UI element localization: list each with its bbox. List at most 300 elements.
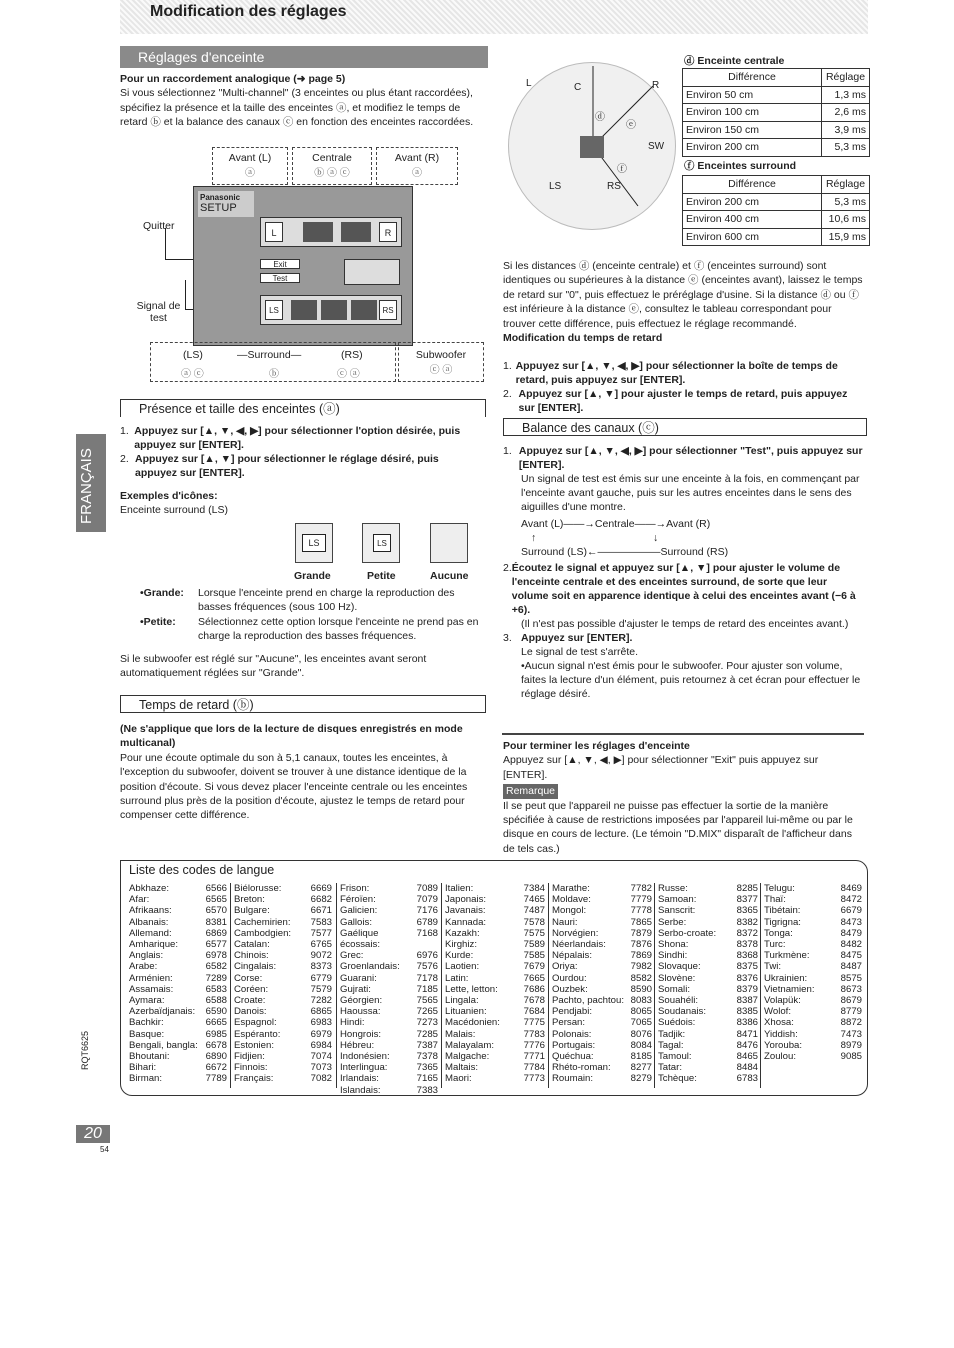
language-name: Anglais: <box>129 950 164 962</box>
language-code: 6985 <box>205 1028 227 1040</box>
room-l: L <box>526 78 532 89</box>
language-code: 8582 <box>630 972 652 984</box>
language-code: 6566 <box>205 883 227 894</box>
language-row <box>129 950 227 961</box>
language-code: 9085 <box>840 1051 862 1063</box>
language-row <box>340 1051 438 1062</box>
language-row <box>340 950 438 961</box>
label-signal-test: Signal de test <box>136 300 181 324</box>
language-name: Nauri: <box>552 916 578 928</box>
language-name: Xhosa: <box>764 1017 794 1029</box>
language-row <box>340 1029 438 1040</box>
language-name: Tonga: <box>764 927 793 939</box>
language-name: Roumain: <box>552 1073 594 1085</box>
language-row <box>764 1029 862 1040</box>
divider <box>502 733 864 735</box>
language-row <box>445 950 545 961</box>
language-code: 8083 <box>630 995 652 1007</box>
language-code: 8475 <box>840 950 862 962</box>
language-row <box>129 1017 227 1028</box>
language-code: 8377 <box>736 894 758 906</box>
language-name: Hébreu: <box>340 1039 375 1051</box>
language-code: 7678 <box>523 995 545 1007</box>
language-name: Samoan: <box>658 894 697 906</box>
language-column <box>552 883 652 1085</box>
language-row <box>658 1006 758 1017</box>
language-code: 6984 <box>310 1039 332 1051</box>
language-name: Groenlandais: <box>340 961 400 973</box>
language-row <box>552 1017 652 1028</box>
language-row <box>764 917 862 928</box>
language-code: 7383 <box>416 1084 438 1096</box>
language-name: Maori: <box>445 1073 472 1085</box>
language-row <box>552 950 652 961</box>
language-code: 7782 <box>630 883 652 894</box>
language-code: 7583 <box>310 916 332 928</box>
language-code: 6570 <box>205 905 227 917</box>
language-name: Gallois: <box>340 916 372 928</box>
language-row <box>658 1062 758 1073</box>
centre-table-title: ⓓ Enceinte centrale <box>684 55 785 67</box>
language-code: 7565 <box>416 995 438 1007</box>
language-row <box>445 939 545 950</box>
surround-table: Différence Réglage Environ 200 cm 5,3 ms Environ 400 cm 10,6 ms Environ 600 cm 15,9 ms <box>682 175 870 246</box>
language-code: 9072 <box>310 950 332 962</box>
language-row <box>658 928 758 939</box>
language-name: Tamoul: <box>658 1051 692 1063</box>
language-name: Amharique: <box>129 939 179 951</box>
language-row <box>658 905 758 916</box>
language-row <box>234 1073 332 1084</box>
language-row <box>445 917 545 928</box>
language-code: 8375 <box>736 961 758 973</box>
language-name: Tatar: <box>658 1062 682 1074</box>
intro <box>120 72 480 130</box>
subwoofer-box[interactable] <box>344 259 400 285</box>
language-name: Gujrati: <box>340 983 371 995</box>
language-name: Wolof: <box>764 1006 792 1018</box>
language-row <box>234 917 332 928</box>
language-row <box>764 984 862 995</box>
language-name: Bhoutani: <box>129 1051 170 1063</box>
language-name: Fidjien: <box>234 1051 265 1063</box>
room-c: C <box>574 82 582 93</box>
language-code: 8379 <box>736 983 758 995</box>
language-row <box>129 905 227 916</box>
language-row <box>129 894 227 905</box>
language-row <box>658 894 758 905</box>
language-row <box>234 1040 332 1051</box>
language-name: Chinois: <box>234 950 269 962</box>
icon-petite: LS <box>362 523 400 563</box>
language-name: Rhéto-roman: <box>552 1062 611 1074</box>
examples: Exemples d'icônes: Enceinte surround (LS) <box>120 490 228 517</box>
language-name: Interlingua: <box>340 1062 388 1074</box>
language-code: 8372 <box>736 927 758 939</box>
language-name: Yorouba: <box>764 1039 803 1051</box>
language-row <box>234 1062 332 1073</box>
language-code: 7176 <box>416 905 438 917</box>
column-divider <box>336 883 337 1088</box>
language-name: Tibétain: <box>764 905 801 917</box>
language-name: Abkhaze: <box>129 883 170 894</box>
language-code: 6665 <box>205 1017 227 1029</box>
language-code: 7778 <box>630 905 652 917</box>
language-row <box>234 995 332 1006</box>
language-row <box>234 905 332 916</box>
language-name: Bihari: <box>129 1062 157 1074</box>
language-row <box>340 1062 438 1073</box>
language-code: 6678 <box>205 1039 227 1051</box>
language-name: Biélorusse: <box>234 883 282 894</box>
language-row <box>445 1040 545 1051</box>
language-name: Italien: <box>445 883 474 894</box>
language-name: Hindi: <box>340 1017 365 1029</box>
language-row <box>764 961 862 972</box>
language-column <box>764 883 862 1062</box>
language-name: Javanais: <box>445 905 486 917</box>
room-sw: SW <box>648 141 665 152</box>
language-row <box>658 961 758 972</box>
language-code: 7575 <box>523 927 545 939</box>
language-code: 8484 <box>736 1062 758 1074</box>
test-button[interactable]: Test <box>260 273 300 283</box>
language-row <box>129 883 227 894</box>
language-row <box>552 939 652 950</box>
language-row <box>340 917 438 928</box>
label-avant-r: Avant (R) ⓐ <box>376 147 458 185</box>
section-title: Réglages d'enceinte <box>120 46 488 68</box>
language-row <box>552 995 652 1006</box>
doc-code: RQT6625 <box>80 1030 90 1070</box>
language-code: 8465 <box>736 1051 758 1063</box>
language-code: 7273 <box>416 1017 438 1029</box>
language-row <box>552 961 652 972</box>
language-name: Danois: <box>234 1006 267 1018</box>
language-code: 8277 <box>630 1062 652 1074</box>
language-code: 8872 <box>840 1017 862 1029</box>
language-name: Croate: <box>234 995 266 1007</box>
language-code: 6671 <box>310 905 332 917</box>
language-tab: FRANÇAIS <box>76 434 106 532</box>
language-row <box>764 1006 862 1017</box>
label-quitter: Quitter <box>143 220 175 232</box>
language-row <box>658 984 758 995</box>
delay-title: Temps de retard (ⓑ) <box>120 695 486 713</box>
language-name: Néerlandais: <box>552 939 606 951</box>
room-rs: RS <box>607 181 621 192</box>
surround-speaker-row[interactable]: LS RS <box>260 295 402 325</box>
delay-steps: 1. Appuyez sur [▲, ▼, ◀, ▶] pour sélectionner la boîte de temps de retard, puis appuyez sur [ENTER]. 2. Appuyez sur [▲, ▼] pour ajuster le temps de retard, puis appuyez sur [ENTER]. <box>503 360 848 414</box>
language-code: 7185 <box>416 983 438 995</box>
language-row <box>445 905 545 916</box>
finish-section: Pour terminer les réglages d'enceinte Appuyez sur [▲, ▼, ◀, ▶] pour sélectionner "Exit" puis appuyez sur [ENTER]. Remarque Il se peut que l'appareil ne puisse pas effectuer la sortie de la manière spécifiée à cause de restrictions imposées par l'appareil lui-même ou par le disque en cours de lecture. (Le témoin "D.MIX" disparaît de l'afficheur dans de tels cas.) <box>503 740 853 855</box>
balance-steps: 1. Appuyez sur [▲, ▼, ◀, ▶] pour sélectionner "Test", puis appuyez sur [ENTER]. Un signal de test est émis sur une enceinte à la fois, en commençant par l'enceinte avant gauche, puis sur les autres enceintes dans le sens des aiguilles d'une montre. Avant (L)——→Centrale——→Avant (R) ↑ ↓ Surround (LS)←——————Surround (RS) 2. Écoutez le signal et appuyez sur [▲, ▼] pour ajuster le volume de l'enceinte centrale et des enceintes surround, de sorte que leur volume soit en apparence identique à celui des enceintes avant (−6 à +6). (Il n'est pas possible d'ajuster le temps de retard des enceintes avant.) 3. Appuyez sur [ENTER]. Le signal de test s'arrête. •Aucun signal n'est émis pour le subwoofer. Pour ajuster son volume, faites la lecture d'un élément, puis retournez à cet écran pour effectuer le réglage désiré. <box>503 445 863 700</box>
language-code: 8472 <box>840 894 862 906</box>
language-name: Somali: <box>658 983 690 995</box>
language-row <box>552 984 652 995</box>
language-code: 7289 <box>205 972 227 984</box>
language-code: 7876 <box>630 939 652 951</box>
language-code: 6669 <box>310 883 332 894</box>
language-code: 8471 <box>736 1028 758 1040</box>
language-row <box>340 883 438 894</box>
language-name: Pendjabi: <box>552 1006 593 1018</box>
language-row <box>658 1073 758 1084</box>
language-name: Sanscrit: <box>658 905 696 917</box>
centre-table: Différence Réglage Environ 50 cm 1,3 ms Environ 100 cm 2,6 ms Environ 150 cm 3,9 ms Environ 200 cm 5,3 ms <box>682 68 870 157</box>
balance-title: Balance des canaux (ⓒ) <box>503 418 867 436</box>
setup-screen <box>193 186 413 346</box>
language-code: 6890 <box>205 1051 227 1063</box>
page-title: Modification des réglages <box>150 3 347 20</box>
language-code: 8979 <box>840 1039 862 1051</box>
language-row <box>552 894 652 905</box>
exit-button[interactable]: Exit <box>260 259 300 269</box>
language-row <box>445 961 545 972</box>
language-code: 6789 <box>416 916 438 928</box>
language-name: Azerbaïdjanais: <box>129 1006 196 1018</box>
language-code: 6869 <box>205 927 227 939</box>
language-row <box>340 1073 438 1084</box>
language-code: 7487 <box>523 905 545 917</box>
language-row <box>234 894 332 905</box>
language-row <box>340 928 438 950</box>
language-code: 6865 <box>310 1006 332 1018</box>
language-row <box>129 1051 227 1062</box>
language-name: Cachemirien: <box>234 916 291 928</box>
language-row <box>764 995 862 1006</box>
language-name: Cambodgien: <box>234 927 292 939</box>
language-code: 7387 <box>416 1039 438 1051</box>
presence-title: Présence et taille des enceintes (ⓐ) <box>120 399 486 417</box>
language-row <box>552 973 652 984</box>
language-code: 7282 <box>310 995 332 1007</box>
language-code: 7784 <box>523 1062 545 1074</box>
language-code: 7783 <box>523 1028 545 1040</box>
language-code: 7869 <box>630 950 652 962</box>
language-code: 7265 <box>416 1006 438 1018</box>
language-code: 7384 <box>523 883 545 894</box>
language-code: 7589 <box>523 939 545 951</box>
language-code: 7585 <box>523 950 545 962</box>
language-name: Bengali, bangla: <box>129 1039 198 1051</box>
language-name: Telugu: <box>764 883 795 894</box>
language-code: 7473 <box>840 1028 862 1040</box>
language-code: 8385 <box>736 1006 758 1018</box>
room-lines <box>508 56 668 226</box>
language-code: 8382 <box>736 916 758 928</box>
language-code: 6976 <box>416 950 438 962</box>
language-code: 7578 <box>523 916 545 928</box>
language-row <box>129 1040 227 1051</box>
header-band <box>120 0 868 34</box>
language-code: 6577 <box>205 939 227 951</box>
language-column <box>658 883 758 1085</box>
intro-title: Pour un raccordement analogique (➜ page 5) <box>120 73 346 85</box>
language-name: Marathe: <box>552 883 590 894</box>
language-code: 7285 <box>416 1028 438 1040</box>
language-row <box>658 1051 758 1062</box>
language-name: Souahéli: <box>658 995 699 1007</box>
language-name: Turkmène: <box>764 950 810 962</box>
language-name: Laotien: <box>445 961 480 973</box>
language-row <box>764 894 862 905</box>
language-name: Kannada: <box>445 916 487 928</box>
language-code: 7679 <box>523 961 545 973</box>
language-code: 6783 <box>736 1073 758 1085</box>
language-row <box>764 905 862 916</box>
language-name: Tadjik: <box>658 1028 686 1040</box>
language-name: Islandais: <box>340 1084 381 1096</box>
language-name: Zoulou: <box>764 1051 796 1063</box>
language-code: 8673 <box>840 983 862 995</box>
language-row <box>552 883 652 894</box>
language-name: Malais: <box>445 1028 476 1040</box>
language-row <box>764 939 862 950</box>
column-divider <box>548 883 549 1088</box>
language-code: 6779 <box>310 972 332 984</box>
language-code: 6765 <box>310 939 332 951</box>
language-name: Macédonien: <box>445 1017 500 1029</box>
language-name: Albanais: <box>129 916 169 928</box>
language-code: 7684 <box>523 1006 545 1018</box>
language-row <box>234 961 332 972</box>
language-code: 7073 <box>310 1062 332 1074</box>
language-row <box>764 928 862 939</box>
icon-aucune <box>430 523 468 563</box>
language-name: Finnois: <box>234 1062 268 1074</box>
language-row <box>445 894 545 905</box>
language-name: Tigrigna: <box>764 916 801 928</box>
language-row <box>658 995 758 1006</box>
language-code: 7982 <box>630 961 652 973</box>
language-code: 7378 <box>416 1051 438 1063</box>
language-name: Grec: <box>340 950 364 962</box>
language-code: 8084 <box>630 1039 652 1051</box>
language-name: Quéchua: <box>552 1051 594 1063</box>
language-code: 7577 <box>310 927 332 939</box>
language-code: 7079 <box>416 894 438 906</box>
language-code: 7089 <box>416 883 438 894</box>
language-name: Oriya: <box>552 961 578 973</box>
language-name: Serbe: <box>658 916 687 928</box>
language-row <box>445 1006 545 1017</box>
language-name: Maltais: <box>445 1062 479 1074</box>
language-row <box>340 961 438 972</box>
label-grande: Grande <box>294 570 331 582</box>
language-code: 8381 <box>205 916 227 928</box>
page-number: 20 <box>76 1125 110 1143</box>
language-name: Shona: <box>658 939 689 951</box>
language-code: 6672 <box>205 1062 227 1074</box>
language-column <box>234 883 332 1085</box>
language-name: Basque: <box>129 1028 165 1040</box>
front-speaker-row[interactable]: L R <box>260 217 402 247</box>
language-row <box>129 1073 227 1084</box>
page-subnumber: 54 <box>100 1145 109 1154</box>
language-row <box>340 1085 438 1096</box>
language-name: Suédois: <box>658 1017 696 1029</box>
language-row <box>340 1006 438 1017</box>
language-codes-box <box>120 860 868 1096</box>
language-name: Hongrois: <box>340 1028 382 1040</box>
language-row <box>340 1040 438 1051</box>
language-name: Yiddish: <box>764 1028 798 1040</box>
language-row <box>764 1017 862 1028</box>
language-row <box>552 1062 652 1073</box>
language-name: Afar: <box>129 894 150 906</box>
language-row <box>658 1029 758 1040</box>
language-row <box>445 883 545 894</box>
language-code: 8279 <box>630 1073 652 1085</box>
language-code: 7165 <box>416 1073 438 1085</box>
language-row <box>129 1006 227 1017</box>
icon-grande: LS <box>295 523 333 563</box>
language-column <box>129 883 227 1085</box>
language-code: 8285 <box>736 883 758 894</box>
language-name: Birman: <box>129 1073 163 1085</box>
language-name: Espéranto: <box>234 1028 281 1040</box>
remark-badge: Remarque <box>503 784 558 798</box>
setup-logo: Panasonic SETUP <box>198 191 254 217</box>
language-name: Soudanais: <box>658 1006 707 1018</box>
language-code: 8185 <box>630 1051 652 1063</box>
presence-steps: 1. Appuyez sur [▲, ▼, ◀, ▶] pour sélectionner l'option désirée, puis appuyez sur [ENTER]. 2. Appuyez sur [▲, ▼] pour sélectionner le réglage désiré, puis appuyez sur [ENTER]. <box>120 425 461 479</box>
language-row <box>552 1029 652 1040</box>
language-row <box>658 939 758 950</box>
subwoofer-note: Si le subwoofer est réglé sur "Aucune", les enceintes avant seront automatiquement réglées sur "Grande". <box>120 653 427 680</box>
language-code: 6588 <box>205 995 227 1007</box>
language-code: 8376 <box>736 972 758 984</box>
room-ls: LS <box>549 181 562 192</box>
language-name: Vietnamien: <box>764 983 815 995</box>
language-name: Kazakh: <box>445 927 480 939</box>
language-code: 8368 <box>736 950 758 962</box>
language-name: Coréen: <box>234 983 269 995</box>
language-name: Mongol: <box>552 905 587 917</box>
language-row <box>129 917 227 928</box>
language-code: 6590 <box>205 1006 227 1018</box>
language-codes-title: Liste des codes de langue <box>129 863 275 877</box>
label-petite: Petite <box>367 570 396 582</box>
language-name: Gaélique écossais: <box>340 927 380 951</box>
label-aucune: Aucune <box>430 570 469 582</box>
column-divider <box>230 883 231 1088</box>
language-name: Géorgien: <box>340 995 383 1007</box>
language-name: Galicien: <box>340 905 378 917</box>
language-row <box>234 1006 332 1017</box>
language-row <box>445 1029 545 1040</box>
language-row <box>552 928 652 939</box>
language-code: 8476 <box>736 1039 758 1051</box>
language-code: 7065 <box>630 1017 652 1029</box>
language-code: 8365 <box>736 905 758 917</box>
language-row <box>658 1040 758 1051</box>
language-code: 8065 <box>630 1006 652 1018</box>
language-name: Lingala: <box>445 995 479 1007</box>
language-code: 6565 <box>205 894 227 906</box>
language-row <box>234 1029 332 1040</box>
language-code: 7365 <box>416 1062 438 1074</box>
language-code: 7879 <box>630 927 652 939</box>
language-code: 7178 <box>416 972 438 984</box>
language-name: Allemand: <box>129 927 172 939</box>
language-row <box>234 1051 332 1062</box>
language-code: 8373 <box>310 961 332 973</box>
language-name: Serbo-croate: <box>658 927 717 939</box>
room-f: ⓕ <box>617 164 627 175</box>
